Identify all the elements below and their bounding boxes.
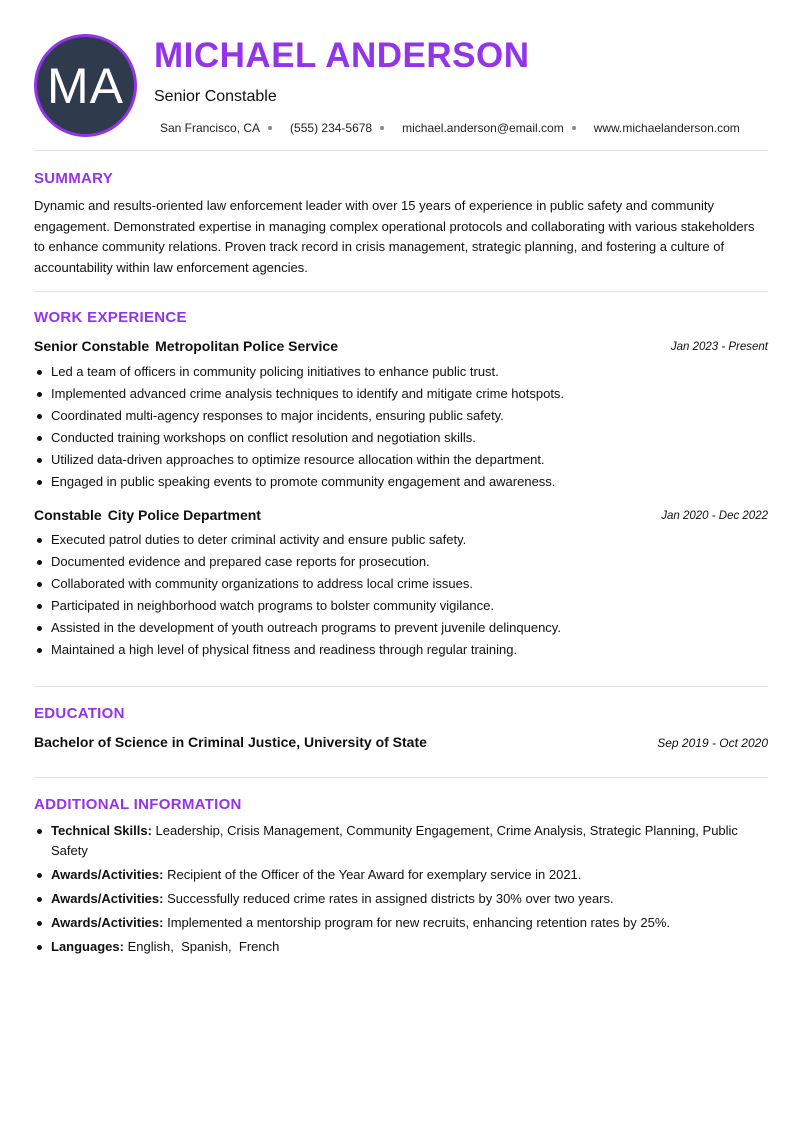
info-label: Languages:	[51, 938, 124, 954]
candidate-name: MICHAEL ANDERSON	[154, 36, 530, 75]
info-text: Implemented a mentorship program for new recruits, enhancing retention rates by 25%.	[167, 914, 671, 930]
avatar	[34, 34, 137, 137]
education-entry	[34, 733, 768, 751]
info-text: Successfully reduced crime rates in assigned districts by 30% over two years.	[167, 890, 614, 906]
job-bullets	[34, 529, 768, 661]
list-item	[34, 551, 768, 573]
summary-text: Dynamic and results-oriented law enforcement leader with over 15 years of experience in public safety and community engagement. Demonstrated expertise in managing complex operational protocols and collaborating with various stakeholders to enhance community relations. Proven track record in crisis management, strategic planning, and fostering a culture of accountability within law enforcement agencies.	[34, 198, 755, 275]
list-item	[34, 617, 768, 639]
job-bullets	[34, 361, 768, 493]
list-item	[34, 821, 768, 860]
divider	[34, 777, 768, 778]
bullet-text: Led a team of officers in community policing initiatives to enhance public trust.	[51, 364, 499, 379]
contact-location: San Francisco, CA	[160, 121, 261, 135]
bullet-icon	[37, 945, 42, 950]
list-item	[34, 471, 768, 493]
additional-info-list	[34, 821, 768, 961]
bullet-text: Assisted in the development of youth outreach programs to prevent juvenile delinquency.	[51, 620, 561, 635]
bullet-icon	[37, 436, 42, 441]
bullet-text: Coordinated multi-agency responses to major incidents, ensuring public safety.	[51, 408, 504, 423]
list-item	[34, 639, 768, 661]
bullet-text: Collaborated with community organizations to address local crime issues.	[51, 576, 473, 591]
work-experience-heading: WORK EXPERIENCE	[34, 309, 187, 326]
list-item	[34, 595, 768, 617]
job-role: Senior Constable	[34, 338, 150, 354]
job-header	[34, 337, 768, 355]
list-item	[34, 361, 768, 383]
info-label: Awards/Activities:	[51, 890, 164, 906]
info-label: Awards/Activities:	[51, 914, 164, 930]
divider	[34, 291, 768, 292]
bullet-icon	[37, 538, 42, 543]
bullet-icon	[37, 829, 42, 834]
contact-website[interactable]: www.michaelanderson.com	[593, 121, 740, 135]
bullet-icon	[37, 560, 42, 565]
bullet-text: Documented evidence and prepared case reports for prosecution.	[51, 554, 430, 569]
list-item	[34, 383, 768, 405]
list-item	[34, 889, 768, 909]
additional-info-heading: ADDITIONAL INFORMATION	[34, 796, 242, 813]
bullet-icon	[37, 414, 42, 419]
bullet-text: Maintained a high level of physical fitness and readiness through regular training.	[51, 642, 518, 657]
bullet-icon	[37, 626, 42, 631]
job-dates: Jan 2020 - Dec 2022	[661, 510, 768, 522]
bullet-icon	[37, 873, 42, 878]
bullet-text: Engaged in public speaking events to promote community engagement and awareness.	[51, 474, 556, 489]
separator-dot	[380, 126, 384, 130]
job-role: Constable	[34, 507, 102, 523]
bullet-icon	[37, 458, 42, 463]
info-label: Technical Skills:	[51, 823, 152, 838]
divider	[34, 686, 768, 687]
bullet-text: Conducted training workshops on conflict resolution and negotiation skills.	[51, 430, 476, 445]
list-item	[34, 529, 768, 551]
bullet-icon	[37, 582, 42, 587]
list-item	[34, 937, 768, 957]
candidate-title: Senior Constable	[154, 88, 277, 105]
bullet-text: Participated in neighborhood watch programs to bolster community vigilance.	[51, 598, 494, 613]
divider	[34, 150, 768, 151]
bullet-icon	[37, 480, 42, 485]
separator-dot	[572, 126, 576, 130]
list-item	[34, 405, 768, 427]
info-text: English, Spanish, French	[127, 938, 280, 954]
separator-dot	[268, 126, 272, 130]
contact-phone: (555) 234-5678	[290, 121, 373, 135]
bullet-text: Utilized data-driven approaches to optimize resource allocation within the department.	[51, 452, 545, 467]
job-company: City Police Department	[107, 507, 261, 523]
bullet-icon	[37, 897, 42, 902]
bullet-icon	[37, 392, 42, 397]
resume-header	[34, 34, 768, 138]
avatar-initials: MA	[47, 57, 124, 114]
bullet-icon	[37, 648, 42, 653]
job-dates: Jan 2023 - Present	[670, 341, 768, 353]
info-label: Awards/Activities:	[51, 866, 164, 882]
summary-heading: SUMMARY	[34, 170, 114, 187]
bullet-icon	[37, 604, 42, 609]
list-item	[34, 913, 768, 933]
bullet-text: Implemented advanced crime analysis techniques to identify and mitigate crime hotspots.	[51, 386, 565, 401]
list-item	[34, 449, 768, 471]
info-text: Leadership, Crisis Management, Community Engagement, Crime Analysis, Strategic Planning, Public Safety	[51, 823, 738, 858]
job-company: Metropolitan Police Service	[155, 338, 338, 354]
list-item	[34, 427, 768, 449]
job-header	[34, 506, 768, 524]
education-degree: Bachelor of Science in Criminal Justice, University of State	[34, 734, 427, 750]
bullet-icon	[37, 921, 42, 926]
contact-email[interactable]: michael.anderson@email.com	[402, 121, 564, 135]
education-dates: Sep 2019 - Oct 2020	[657, 736, 768, 750]
bullet-text: Executed patrol duties to deter criminal activity and ensure public safety.	[51, 532, 467, 547]
education-heading: EDUCATION	[34, 705, 125, 722]
list-item	[34, 865, 768, 885]
info-text: Recipient of the Officer of the Year Award for exemplary service in 2021.	[167, 866, 582, 882]
contact-info	[160, 121, 740, 135]
bullet-icon	[37, 370, 42, 375]
list-item	[34, 573, 768, 595]
